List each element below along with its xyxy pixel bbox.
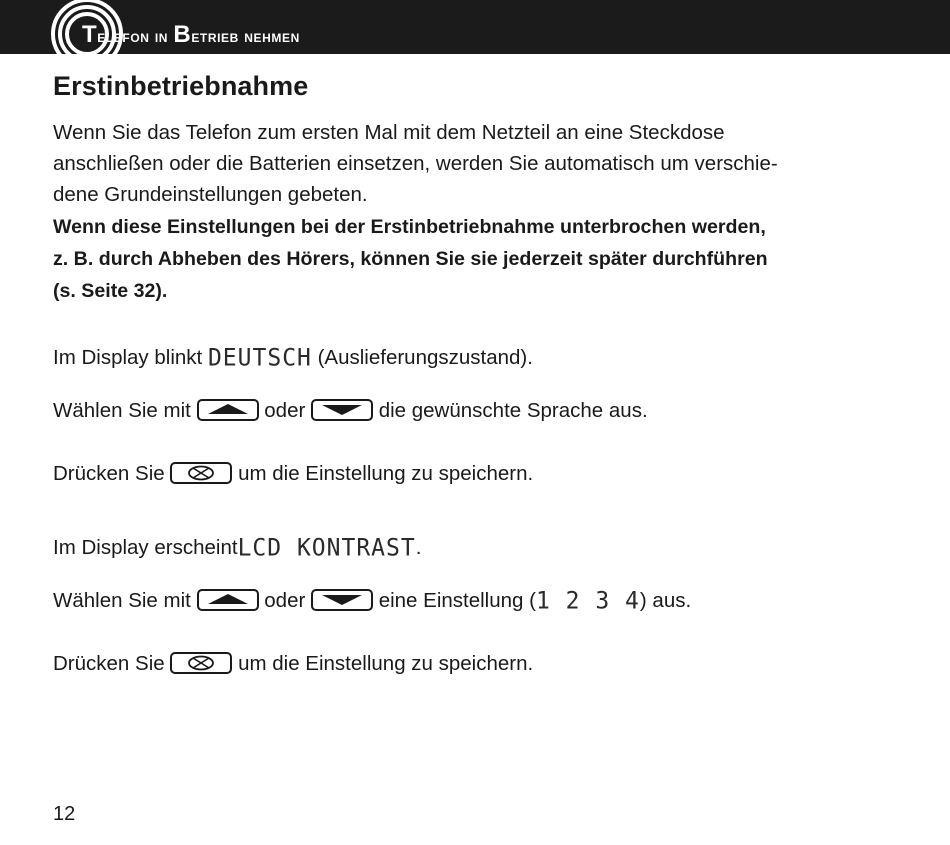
step-press-save-1: [53, 462, 533, 486]
step-text: Im Display blinkt: [53, 346, 203, 369]
step-text: eine Einstellung (: [378, 589, 536, 612]
step-text: Im Display erscheint: [53, 536, 238, 559]
note-line-3: (s. Seite 32).: [53, 280, 168, 302]
ok-key-icon: [170, 462, 232, 484]
header-bar: [0, 0, 950, 54]
step-text: .: [415, 536, 422, 559]
step-text: oder: [264, 589, 306, 612]
lcd-text-levels: 1 2 3 4: [535, 587, 640, 615]
page-title: Erstinbetriebnahme: [53, 71, 309, 101]
step-text: (Auslieferungszustand).: [317, 346, 533, 369]
step-text: Drücken Sie: [53, 462, 165, 485]
step-text: Wählen Sie mit: [53, 589, 191, 612]
down-arrow-key-icon: [311, 399, 373, 421]
intro-line-2: anschließen oder die Batterien einsetzen, werden Sie automatisch um verschie-: [53, 152, 778, 175]
note-line-2: z. B. durch Abheben des Hörers, können Sie sie jederzeit später durchführen: [53, 248, 768, 270]
step-choose-setting: [53, 589, 691, 613]
note-line-1: Wenn diese Einstellungen bei der Erstinbetriebnahme unterbrochen werden,: [53, 216, 766, 238]
intro-line-1: Wenn Sie das Telefon zum ersten Mal mit dem Netzteil an eine Steckdose: [53, 121, 725, 144]
step-text: um die Einstellung zu speichern.: [238, 652, 534, 675]
header-title: Telefon in Betrieb nehmen: [82, 21, 300, 48]
page-number: 12: [53, 803, 76, 825]
step-text: ) aus.: [639, 589, 692, 612]
lcd-text-contrast: LCD KONTRAST: [237, 534, 416, 562]
intro-line-3: dene Grundeinstellungen gebeten.: [53, 183, 368, 206]
up-arrow-key-icon: [197, 399, 259, 421]
step-display-appears: [53, 536, 421, 560]
step-text: die gewünschte Sprache aus.: [378, 399, 648, 422]
step-text: um die Einstellung zu speichern.: [238, 462, 534, 485]
up-arrow-key-icon: [197, 589, 259, 611]
step-text: Drücken Sie: [53, 652, 165, 675]
step-text: Wählen Sie mit: [53, 399, 191, 422]
step-choose-language: [53, 399, 648, 423]
down-arrow-key-icon: [311, 589, 373, 611]
ok-key-icon: [170, 652, 232, 674]
step-display-blinks: [53, 346, 533, 370]
lcd-text-deutsch: DEUTSCH: [207, 344, 312, 372]
step-text: oder: [264, 399, 306, 422]
step-press-save-2: [53, 652, 533, 676]
